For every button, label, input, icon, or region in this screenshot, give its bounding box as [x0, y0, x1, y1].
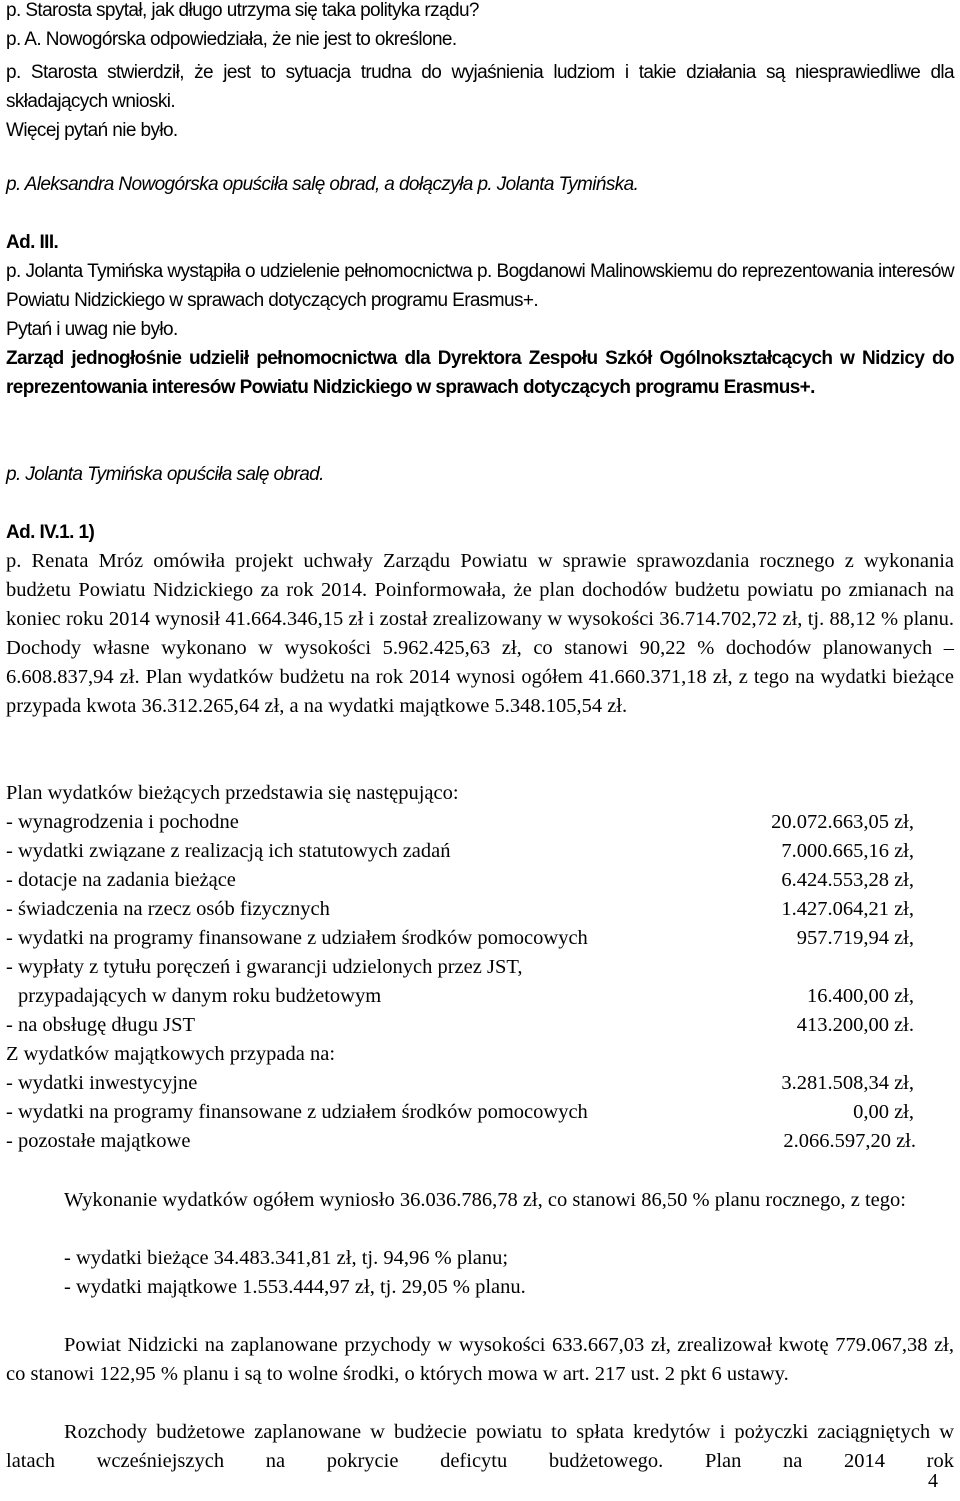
expense-label: - wypłaty z tytułu poręczeń i gwarancji udzielonych przez JST, — [6, 956, 523, 978]
capital-label: - wydatki inwestycyjne — [6, 1072, 198, 1094]
expense-label: - na obsługę długu JST — [6, 1014, 196, 1036]
expense-row — [6, 924, 954, 953]
expense-label: - dotacje na zadania bieżące — [6, 869, 236, 891]
capital-label: - wydatki na programy finansowane z udziałem środków pomocowych — [6, 1101, 588, 1123]
ad3-no-questions: Pytań i uwag nie było. — [6, 319, 178, 340]
expenditure-paragraph: Rozchody budżetowe zaplanowane w budżecie powiatu to spłata kredytów i pożyczki zaciągniętych w latach wcześniejszych na pokrycie deficytu budżetowego. Plan na 2014 rok — [6, 1421, 954, 1472]
leave-note-nowogorska: p. Aleksandra Nowogórska opuściła salę obrad, a dołączyła p. Jolanta Tymińska. — [6, 174, 639, 195]
expense-row — [6, 1011, 954, 1040]
nowogorska-answer: p. A. Nowogórska odpowiedziała, że nie jest to określone. — [6, 29, 457, 50]
expense-amount: 1.427.064,21 zł, — [781, 898, 914, 920]
starosta-question: p. Starosta spytał, jak długo utrzyma się taka polityka rządu? — [6, 0, 479, 21]
expense-label: - świadczenia na rzecz osób fizycznych — [6, 898, 330, 920]
starosta-statement: p. Starosta stwierdził, że jest to sytuacja trudna do wyjaśnienia ludziom i takie działania są niesprawiedliwe dla składających wnioski. — [6, 62, 954, 112]
leave-note-tyminska: p. Jolanta Tymińska opuściła salę obrad. — [6, 464, 324, 485]
expense-row — [6, 982, 954, 1011]
ad4-heading: Ad. IV.1. 1) — [6, 522, 95, 543]
ad3-decision: Zarząd jednogłośnie udzielił pełnomocnictwa dla Dyrektora Zespołu Szkół Ogólnokształcących w Nidzicy do reprezentowania interesów Powiatu Nidzickiego w sprawach dotyczących programu Erasmus+. — [6, 348, 954, 398]
execution-item: - wydatki majątkowe 1.553.444,97 zł, tj. 29,05 % planu. — [64, 1276, 526, 1298]
expense-row — [6, 808, 954, 837]
expense-label: - wynagrodzenia i pochodne — [6, 811, 239, 833]
expense-row — [6, 895, 954, 924]
ad3-heading: Ad. III. — [6, 232, 59, 253]
capital-amount: 0,00 zł, — [853, 1101, 914, 1123]
execution-item: - wydatki bieżące 34.483.341,81 zł, tj. 94,96 % planu; — [64, 1247, 509, 1269]
expense-amount: 6.424.553,28 zł, — [781, 869, 914, 891]
expense-amount: 7.000.665,16 zł, — [781, 840, 914, 862]
expense-label: - wydatki związane z realizacją ich statutowych zadań — [6, 840, 451, 862]
income-paragraph: Powiat Nidzicki na zaplanowane przychody w wysokości 633.667,03 zł, zrealizował kwotę 779.067,38 zł, co stanowi 122,95 % planu i są to wolne środki, o których mowa w art. 217 ust. 2 pkt 6 ustawy. — [6, 1334, 954, 1385]
capital-row — [6, 1127, 954, 1156]
capital-expenditure-heading: Z wydatków majątkowych przypada na: — [6, 1043, 336, 1065]
expense-label: przypadających w danym roku budżetowym — [18, 985, 382, 1007]
page-number: 4 — [928, 1470, 938, 1492]
current-expenditure-heading: Plan wydatków bieżących przedstawia się następująco: — [6, 782, 459, 804]
ad3-text: p. Jolanta Tymińska wystąpiła o udzielenie pełnomocnictwa p. Bogdanowi Malinowskiemu do reprezentowania interesów Powiatu Nidzickiego w sprawach dotyczących programu Erasmus+. — [6, 261, 954, 311]
execution-summary: Wykonanie wydatków ogółem wyniosło 36.036.786,78 zł, co stanowi 86,50 % planu rocznego, z tego: — [64, 1189, 906, 1211]
ad4-intro: p. Renata Mróz omówiła projekt uchwały Zarządu Powiatu w sprawie sprawozdania rocznego z wykonania budżetu Powiatu Nidzickiego za rok 2014. Poinformowała, że plan dochodów budżetu powiatu po zmianach na koniec roku 2014 wynosił 41.664.346,15 zł i został zrealizowany w wysokości 36.714.702,72 zł, tj. 88,12 % planu. Dochody własne wykonano w wysokości 5.962.425,63 zł, co stanowi 90,22 % dochodów planowanych – 6.608.837,94 zł. Plan wydatków budżetu na rok 2014 wynosi ogółem 41.660.371,18 zł, z tego na wydatki bieżące przypada kwota 36.312.265,64 zł, a na wydatki majątkowe 5.348.105,54 zł. — [6, 550, 954, 717]
expense-label: - wydatki na programy finansowane z udziałem środków pomocowych — [6, 927, 588, 949]
expense-row — [6, 953, 954, 982]
capital-row — [6, 1069, 954, 1098]
expense-amount: 20.072.663,05 zł, — [771, 811, 914, 833]
capital-label: - pozostałe majątkowe — [6, 1130, 191, 1152]
expense-row — [6, 866, 954, 895]
expense-row — [6, 837, 954, 866]
capital-amount: 3.281.508,34 zł, — [781, 1072, 914, 1094]
capital-amount: 2.066.597,20 zł. — [783, 1130, 916, 1152]
expense-amount: 16.400,00 zł, — [806, 985, 914, 1007]
expense-amount: 413.200,00 zł. — [796, 1014, 914, 1036]
no-more-questions: Więcej pytań nie było. — [6, 120, 178, 141]
capital-row — [6, 1098, 954, 1127]
expense-amount: 957.719,94 zł, — [796, 927, 914, 949]
